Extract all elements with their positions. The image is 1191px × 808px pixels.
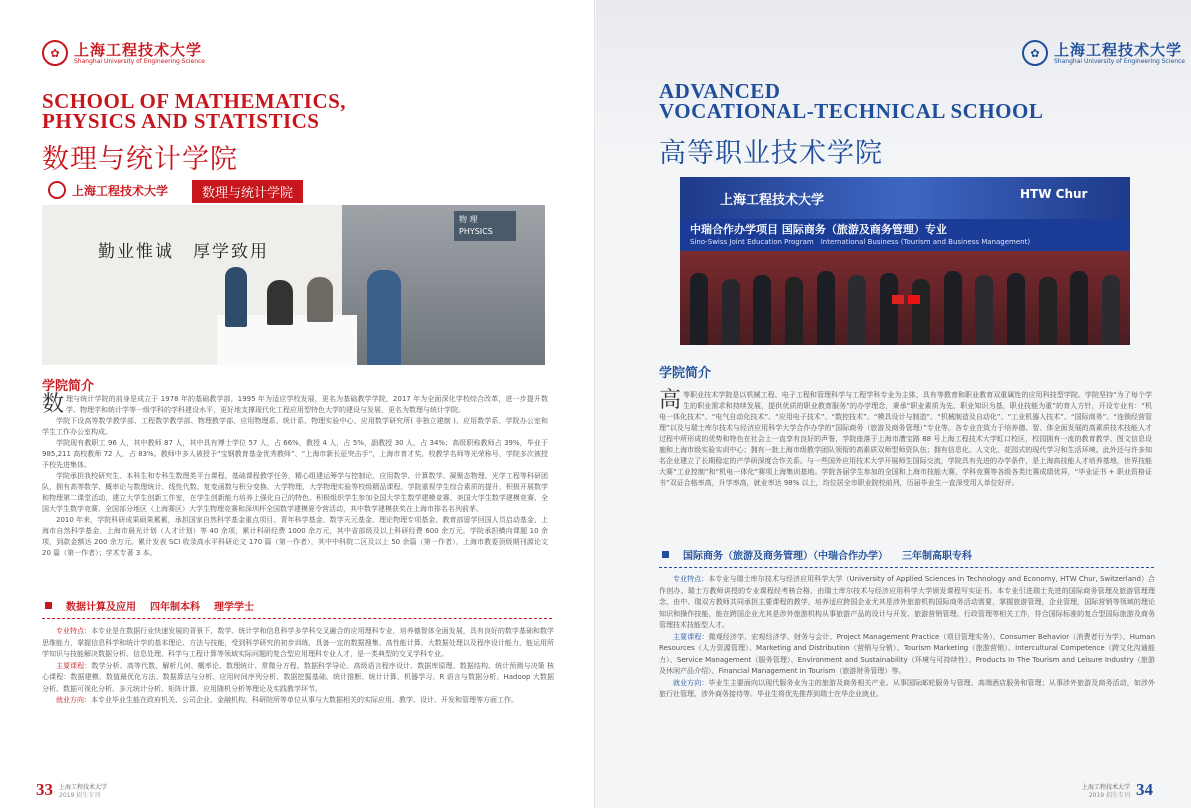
footer <box>1082 780 1153 800</box>
major-body <box>659 574 1155 701</box>
banner-cn: 上海工程技术大学 <box>72 184 169 198</box>
footer-cn: 上海工程技术大学 <box>59 784 108 791</box>
major-heading-2: 四年制本科 <box>150 602 200 613</box>
major-heading <box>45 598 254 613</box>
logo-cn: 上海工程技术大学 <box>1054 40 1183 59</box>
intro-p1: 等职业技术学院是以机械工程、电子工程和管理科学与工程学科专业为主体，具有等教育和职业教育双重属性的应用科技型学院。学院坚持“为了每个学生的职业需求和持续发展，提供优质的职业教育服务”的办学理念，秉承“职业素质为先、职业知识为基，职业技能为重”的育人方针，开设专业有：“机电一体化技术”、“电气自动化技术”、“应用电子技术”、“数控技术”、“模具设计与制造”、“机械制造及自动化”、“工业机器人技术”、“国际商务”、“连锁经营管理”以及与瑞士库尔技术与经济应用科学大学合作办学的“国际商务（旅游及商务管理）”专业等。各专业在致力于培养德、智、体全面发展的高素质技术技能人才过程中所形成的优势和特色在社会上一直享有良好的声誉，学院座落于上海市漕宝路 88 号上海工程技术大学虹口校区，校园拥有一流的教育教学、图文信息设施和上海市级实验实训中心；拥有一批上海市级教学团队领衔的高素质双师型师资队伍；拥有信息化、人文化、花园式的现代学习和生活环境。此外还与许多知名企业建立了长期稳定的产学研深度合作关系。与一些国外应用技术大学开展师生国际交流，学院具有先进的办学条件，是上海高技能人才培养基地，世界技能大赛“工业控制”和“机电一体化”赛项上海集训基地。学院各届学生参加的全国和上海市技能大赛，学科竞赛等各级各类比赛成绩优异，“毕业证书 + 职业资格证书”双证合格率高，升学率高，就业率达 98% 以上，均位居全市职业院校前列，历届毕业生一直深受用人单位好评。 <box>659 391 1152 487</box>
major-heading-1: 数据计算及应用 <box>66 602 136 613</box>
intro-heading: 学院简介 <box>659 366 712 381</box>
intro-p5: 2010 年来，学院科研成果硕果累累，承担国家自然科学基金重点项目、青年科学基金、数学天元基金、理论物理专项基金、教育部留学回国人员启动基金、上海市自然科学基金、上海市晨光计划（人才计划）等 40 余项，累计科研经费 1000 余万元，其中省部级及以上科研经费 600 余万元。学院承担横向课题 10 余项，到款金额达 200 余万元。累计发表 SCI 收录高水平科研论文 170 篇（第一作者），其中中科院二区及以上 50 余篇（第一作者），上海市教委顶级期刊源论文 20 篇（第一作者）；学术专著 3 本。 <box>42 516 548 557</box>
major-lbl-3: 就业方向： <box>56 696 91 704</box>
banner-line2: Sino-Swiss Joint Education Program International Business (Tourism and Business Management) <box>690 238 1031 246</box>
footer-sub: 2019 招生专刊 <box>59 792 101 799</box>
major-txt-3: 毕业生主要面向以现代服务业为主的旅游及商务相关产业。从事国际邮轮服务与管理、高端酒店服务和管理；从事涉外旅游及商务活动，如涉外旅行社管理、涉外商务接待等。毕业生将优先推荐到瑞士在华企业就业。 <box>659 678 1156 698</box>
backdrop-banner <box>680 219 1130 251</box>
person <box>690 273 708 345</box>
person <box>785 277 803 345</box>
intro-dropcap: 高 <box>659 388 682 413</box>
logo-cn: 上海工程技术大学 <box>74 40 203 59</box>
footer <box>36 780 107 800</box>
intro-p2: 学院下设高等数学教学部、工程数学教学部、物理教学部、应用物理系、统计系、物理实验中心、应用数学研究所( 非独立建制 )、应用数学系、学院办公室和学生工作办公室构成。 <box>42 417 548 436</box>
major-txt-1: 本专业与瑞士库尔技术与经济应用科学大学（University of Applied Sciences in Technology and Economy, HTW Chur, Switzerland）合作创办。瑞士方教师讲授的专业课程经考核合格，由瑞士库尔技术与经济应用科学大学颁发课程写实证书。本专业引进瑞士先进的国际商务管理及旅游管理理念，由中、瑞双方教师共同承担主要课程的教学，培养适应跨国企业尤其是涉外旅游机构国际商务活动需要，掌握旅游管理，企业管理，国际营销等领域的理论知识和操作技能，能在跨国企业尤其是涉外旅游机构从事旅游产品的设计与开发、旅游营销管理、行政管理等相关工作，符合国际标准的复合型国际旅游及商务管理技术技能型人才。 <box>659 575 1156 629</box>
right-page <box>596 0 1191 808</box>
intro-p4: 学院承担我校研究生、本科生和专科生数理类平台课程，基础课程教学任务，精心组建运筹学与控制论、应用数学、计算数学、凝聚态物理、光学工程等科研团队，拥有高等数学、概率论与数理统计、线性代数、复变函数与积分变换、大学物理、大学物理实验等校级精品课程。学院重视学生综合素质的提升，积极开展数学和物理第二课堂活动，建立大学生创新工作室，在学生创新能力培养上强化自己的特色。积极组织学生参加全国大学生数学建模竞赛、美国大学生数学建模竞赛、全国大学生数学竞赛、全国部分地区（上海赛区）大学生物理竞赛和深圳杯全国数学建模夏令营活动，其中数学建模获奖在上海市排名名列前茅。 <box>42 472 548 513</box>
backdrop-logo-right: HTW Chur <box>1020 187 1088 201</box>
major-lbl-1: 专业特点： <box>56 627 92 635</box>
wall-text: 勤业惟诚 厚学致用 <box>98 242 269 262</box>
major-txt-2: 数学分析、高等代数、解析几何、概率论、数理统计、常微分方程、数据科学导论、高级语言程序设计、数据库原理、数据结构、统计预测与决策 核心课程：数据建模、数值最优化方法、数据算法与分析、应用时间序列分析、数据挖掘基础、统计推断、统计计算、机器学习、R 语言与数据分析、Hadoop 大数据分析、数据可视化分析、多元统计分析、矩阵计算、应用随机分析等理论及实践教学环节。 <box>42 661 554 693</box>
major-heading <box>662 547 972 562</box>
person <box>944 271 962 345</box>
intro-heading: 学院简介 <box>42 379 95 394</box>
ceremony-photo <box>680 177 1130 345</box>
divider <box>42 618 552 619</box>
intro-p3: 学院现有教职工 96 人，其中教师 87 人，其中具有博士学位 57 人，占 66%，教授 4 人，占 5%，副教授 30 人，占 34%；高级职称教师占 39%，毕业于 985,211 高校教师 72 人，占 83%。教师中多人被授予“宝钢教育基金优秀教师”、“上海市新长征突击手”，上海市育才奖，校教学名师等光荣称号，学院多次被授予校先进集体。 <box>42 439 548 469</box>
room-sign <box>454 211 516 241</box>
major-lbl-1: 专业特点： <box>673 575 709 583</box>
title-en-2: PHYSICS AND STATISTICS <box>42 109 320 133</box>
banner-right: 数理与统计学院 <box>192 180 303 203</box>
title-en-1: SCHOOL OF MATHEMATICS, <box>42 89 347 113</box>
major-heading-3: 理学学士 <box>214 602 254 613</box>
person <box>848 275 866 345</box>
backdrop-top <box>680 177 1130 219</box>
footer-sub: 2019 招生专刊 <box>1088 792 1130 799</box>
major-heading-1: 国际商务（旅游及商务管理）（中瑞合作办学） <box>683 551 888 562</box>
person <box>1039 277 1057 345</box>
major-lbl-2: 主要课程： <box>56 661 92 670</box>
title-cn: 高等职业技术学院 <box>659 138 883 169</box>
person <box>753 275 771 345</box>
page-number: 34 <box>1136 780 1153 799</box>
major-txt-2: 微观经济学、宏观经济学、财务与会计、Project Management Practice（项目管理实务）、Consumer Behavior（消费者行为学）、Human Resources（人力资源管理）、Marketing and Distribution（营销与分销）、Tourism Marketing（旅游营销）、Intercultural Competence（跨文化沟通能力）、Service Management（服务管理）、Environment and Sustainability（环境与可持续性）、Products In The Tourism and Leisure Industry（旅游及休闲产品介绍）、Financial Management in Tourism（旅游财务管理）等。 <box>659 632 1156 675</box>
square-icon <box>45 602 52 609</box>
china-flag-icon <box>892 295 904 304</box>
person-2 <box>267 280 293 325</box>
person <box>1102 275 1120 345</box>
intro-body <box>659 390 1152 489</box>
people-row <box>690 263 1120 345</box>
logo-en: Shanghai University of Engineering Science <box>1054 57 1185 65</box>
footer-cn: 上海工程技术大学 <box>1081 784 1130 791</box>
intro-body <box>42 394 548 559</box>
seal-icon: ✿ <box>1022 40 1048 66</box>
title-cn: 数理与统计学院 <box>42 144 238 175</box>
major-body <box>42 626 554 707</box>
banner-line1: 中瑞合作办学项目 国际商务（旅游及商务管理）专业 <box>690 223 947 236</box>
university-logo <box>1022 40 1185 66</box>
divider <box>659 567 1154 568</box>
major-txt-1: 本专业是在数据行业快速发展的背景下，数学、统计学和信息科学多学科交叉融合的应用理科专业，培养德智体全面发展，具有良好的数学基础和数学思维能力，掌握信息科学和统计学的基本理论、方法与技能，受到科学研究的初步训练，具备一定的数据搜集、高性能计算、大数据处理以及程序设计能力，能运用所学知识与技能解决数据分析、信息处理、科学与工程计算等领域实际问题的复合型应用理科专业人才，是一类典型的交叉学科专业。 <box>42 627 555 658</box>
school-photo <box>42 175 545 365</box>
title-en-1: ADVANCED <box>659 79 781 103</box>
major-lbl-2: 主要课程： <box>673 632 709 641</box>
sign-1: 物 理 <box>459 215 478 224</box>
major-lbl-3: 就业方向： <box>673 678 709 687</box>
university-logo <box>42 40 205 66</box>
intro-p1: 理与统计学院的前身是成立于 1978 年的基础教学部，1995 年为适应学校发展，更名为基础教学学院，2017 年为全面深化学校综合改革，进一步提升数学、物理学和统计学等一级学科的学科建设水平，更好地支撑现代化工程应用型特色大学的建设与发展，更名为数理与统计学院。 <box>66 395 548 414</box>
person-4 <box>367 270 401 365</box>
square-icon <box>662 551 669 558</box>
person <box>1007 273 1025 345</box>
page-number: 33 <box>36 780 53 799</box>
intro-dropcap: 数 <box>42 392 65 417</box>
person <box>722 279 740 345</box>
person-3 <box>307 277 333 322</box>
person <box>880 273 898 345</box>
major-heading-2: 三年制高职专科 <box>902 551 972 562</box>
backdrop-logo-left: 上海工程技术大学 <box>720 193 825 208</box>
sign-2: PHYSICS <box>459 227 493 236</box>
person <box>975 275 993 345</box>
person <box>1070 271 1088 345</box>
seal-icon: ✿ <box>42 40 68 66</box>
person <box>912 279 930 345</box>
person <box>817 271 835 345</box>
major-txt-3: 本专业毕业生能在政府机关、公司企业、金融机构、科研院所等单位从事与大数据相关的实际应用、教学、设计、开发和管理等方面工作。 <box>91 696 518 704</box>
swiss-flag-icon <box>908 295 920 304</box>
title-en-2: VOCATIONAL-TECHNICAL SCHOOL <box>659 99 1044 123</box>
logo-en: Shanghai University of Engineering Science <box>74 57 205 65</box>
banner-seal-icon <box>48 181 66 199</box>
photo-banner <box>42 175 545 206</box>
person-1 <box>225 267 247 327</box>
